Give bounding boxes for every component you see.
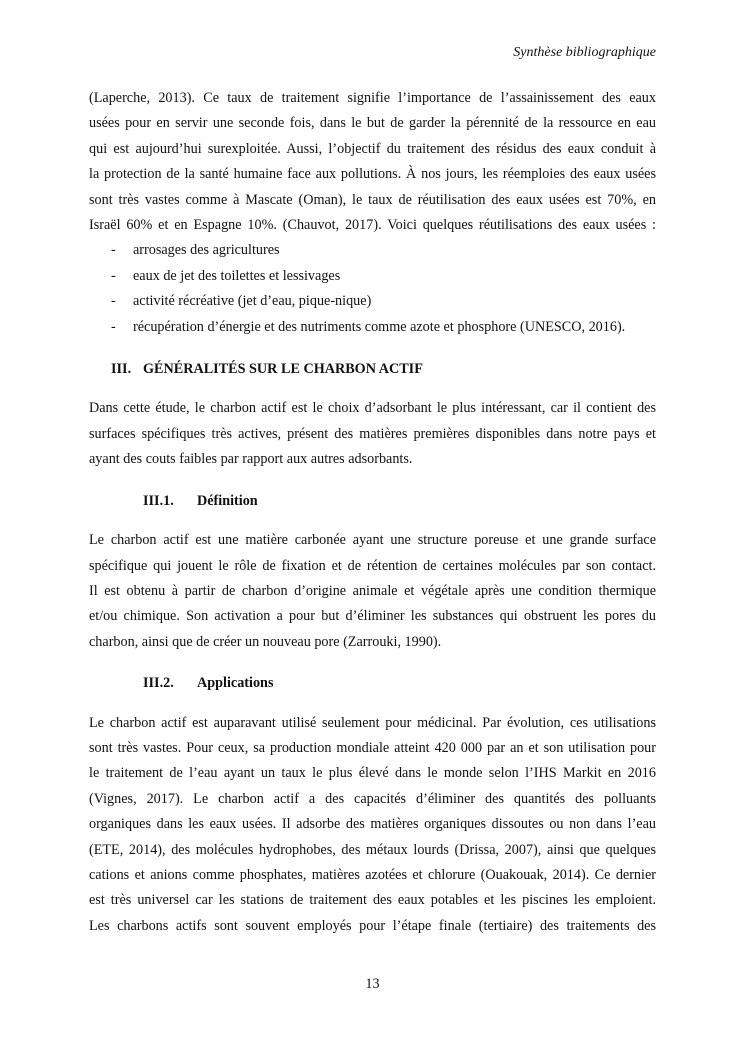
list-item (89, 315, 656, 340)
list-item-text: activité récréative (jet d’eau, pique-nique) (133, 293, 372, 310)
subsection-title: Définition (197, 492, 258, 509)
text-line: Dans cette étude, le charbon actif est le choix d’adsorbant le plus intéressant, car il contient des (89, 400, 656, 417)
list-item (89, 289, 656, 314)
subsection-heading-definition (89, 489, 656, 514)
list-item (89, 238, 656, 263)
text-line: est très universel car les stations de traitement des eaux potables et les piscines les emploient. (89, 892, 656, 909)
text-line: Israël 60% et en Espagne 10%. (Chauvot, 2017). Voici quelques réutilisations des eaux usées : (89, 217, 656, 234)
subsection-number: III.2. (143, 675, 174, 692)
text-line: sont très vastes. Pour ceux, sa production mondiale atteint 420 000 par an et son utilisation pour (89, 739, 656, 756)
subsection-number: III.1. (143, 492, 174, 509)
text-line: la protection de la santé humaine face aux pollutions. À nos jours, les réemploies des eaux usées (89, 166, 656, 183)
intro-paragraph (89, 86, 656, 238)
list-item (89, 264, 656, 289)
text-line: ayant des couts faibles par rapport aux autres adsorbants. (89, 451, 413, 468)
page-content (89, 86, 656, 939)
dash-bullet: - (111, 293, 116, 310)
text-line: spécifique qui jouent le rôle de fixation et de rétention de certaines molécules par son contact. (89, 557, 656, 574)
text-line: Le charbon actif est une matière carbonée ayant une structure poreuse et une grande surface (89, 532, 656, 549)
text-line: Les charbons actifs sont souvent employés pour l’étape finale (tertiaire) des traitements des (89, 917, 656, 934)
text-line: sont très vastes comme à Mascate (Oman), le taux de réutilisation des eaux usées est 70%, en (89, 191, 656, 208)
text-line: (ETE, 2014), des molécules hydrophobes, des métaux lourds (Drissa, 2007), ainsi que quelques (89, 841, 656, 858)
dash-bullet: - (111, 318, 116, 335)
subsection-heading-applications (89, 671, 656, 696)
text-line: usées pour en servir une seconde fois, dans le but de garder la pérennité de la ressource en eau (89, 115, 656, 132)
list-item-text: eaux de jet des toilettes et lessivages (133, 267, 341, 284)
applications-paragraph (89, 711, 656, 940)
text-line: qui est aujourd’hui surexploitée. Aussi, l’objectif du traitement des résidus des eaux conduit à (89, 140, 656, 157)
dash-bullet: - (111, 267, 116, 284)
text-line: organiques dans les eaux usées. Il adsorbe des matières organiques dissoutes ou non dans l’eau (89, 816, 656, 833)
text-line: le traitement de l’eau ayant un taux le plus élevé dans le monde selon l’IHS Markit en 2016 (89, 765, 656, 782)
reuse-bullet-list (89, 238, 656, 340)
section-heading (89, 357, 656, 382)
dash-bullet: - (111, 242, 116, 259)
page-number: 13 (365, 976, 380, 992)
text-line: (Laperche, 2013). Ce taux de traitement signifie l’importance de l’assainissement des eaux (89, 90, 656, 106)
text-line: (Vignes, 2017). Le charbon actif a des capacités d’éliminer des quantités des polluants (89, 790, 656, 807)
list-item-text: récupération d’énergie et des nutriments comme azote et phosphore (UNESCO, 2016). (133, 318, 626, 335)
section-title: GÉNÉRALITÉS SUR LE CHARBON ACTIF (143, 361, 423, 378)
text-line: surfaces spécifiques très actives, présent des matières premières disponibles dans notre pays et (89, 425, 656, 442)
section-intro-paragraph (89, 396, 656, 472)
definition-paragraph (89, 528, 656, 655)
text-line: Le charbon actif est auparavant utilisé seulement pour médicinal. Par évolution, ces utilisations (89, 714, 656, 731)
list-item-text: arrosages des agricultures (133, 242, 280, 259)
text-line: charbon, ainsi que de créer un nouveau pore (Zarrouki, 1990). (89, 633, 442, 650)
text-line: et/ou chimique. Son activation a pour but d’éliminer les substances qui obstruent les pores du (89, 608, 656, 625)
subsection-title: Applications (197, 675, 274, 692)
text-line: Il est obtenu à partir de charbon d’origine animale et végétale après une condition thermique (89, 582, 656, 599)
running-header: Synthèse bibliographique (513, 45, 656, 60)
section-number: III. (111, 361, 132, 378)
text-line: cations et anions comme phosphates, matières azotées et chlorure (Ouakouak, 2014). Ce dernier (89, 866, 656, 883)
